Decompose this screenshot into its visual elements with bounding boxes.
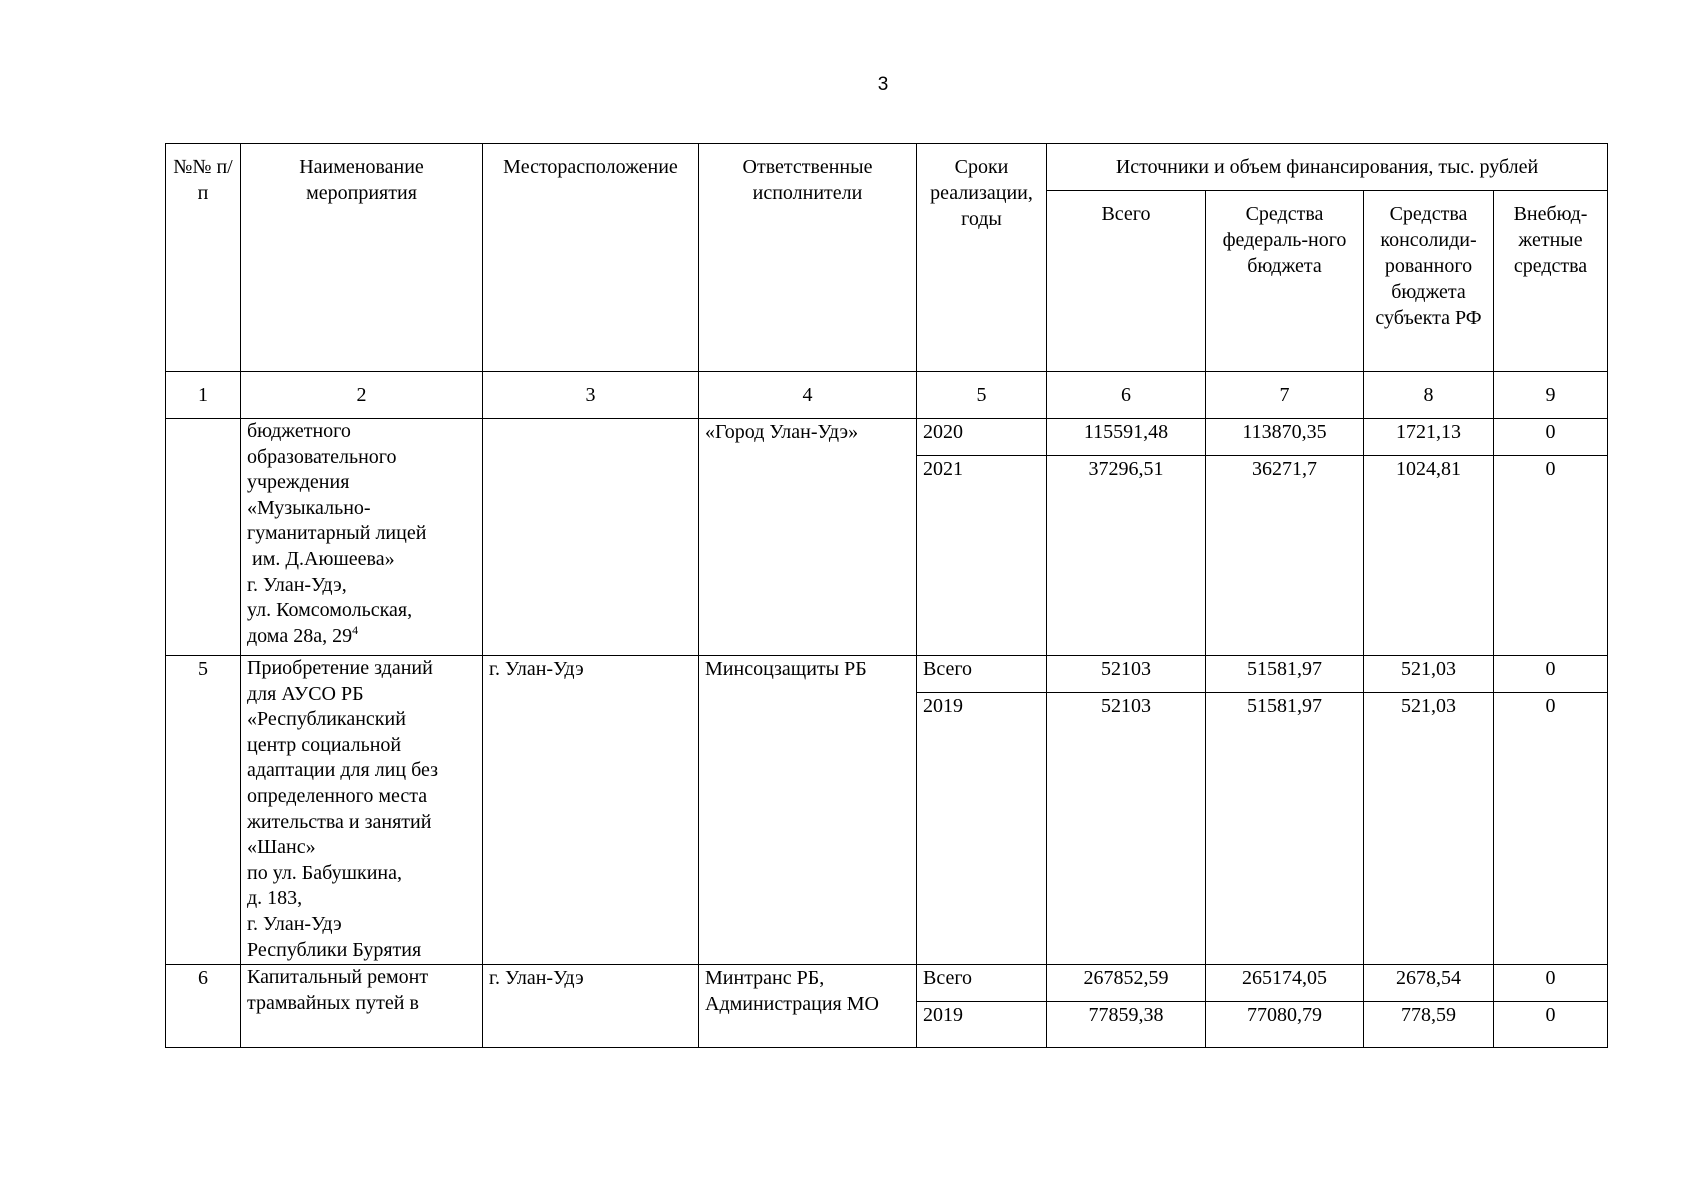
location [483, 419, 699, 656]
event-name-line: Республики Бурятия [247, 938, 422, 961]
column-number: 7 [1206, 372, 1364, 419]
event-name-line: «Музыкально- [247, 496, 371, 519]
amount-consolidated: 1024,81 [1364, 456, 1494, 656]
event-name-line: дома 28а, 29 [247, 624, 353, 647]
header-federal: Средства федераль-ного бюджета [1206, 191, 1364, 372]
header-total: Всего [1047, 191, 1206, 372]
column-number: 2 [241, 372, 483, 419]
event-name-line: адаптации для лиц без [247, 759, 439, 782]
row-number [166, 419, 241, 656]
amount-consolidated: 778,59 [1364, 1002, 1494, 1048]
amount-extrabudget: 0 [1494, 693, 1608, 965]
amount-consolidated: 1721,13 [1364, 419, 1494, 456]
table-row [166, 419, 1608, 456]
event-name-line: центр социальной [247, 733, 402, 756]
header-consolidated: Средства консолиди-рованного бюджета субъекта РФ [1364, 191, 1494, 372]
amount-total: 115591,48 [1047, 419, 1206, 456]
row-number: 6 [166, 965, 241, 1048]
event-name-line: Капитальный ремонт [247, 966, 429, 988]
column-numbers-row [166, 372, 1608, 419]
event-name-line: им. Д.Аюшеева» [247, 547, 395, 570]
period-year: 2020 [917, 419, 1047, 456]
column-number: 3 [483, 372, 699, 419]
period-year: Всего [917, 656, 1047, 693]
amount-federal: 77080,79 [1206, 1002, 1364, 1048]
header-extrabudget: Внебюд-жетные средства [1494, 191, 1608, 372]
event-name-line: определенного места [247, 784, 428, 807]
event-name-line: для АУСО РБ [247, 682, 364, 705]
event-name-line: по ул. Бабушкина, [247, 861, 402, 884]
table-row [166, 965, 1608, 1002]
amount-total: 37296,51 [1047, 456, 1206, 656]
header-responsible: Ответственные исполнители [699, 144, 917, 372]
event-name-line: г. Улан-Удэ, [247, 573, 347, 596]
event-name-line: г. Улан-Удэ [247, 912, 342, 935]
header-funding-group: Источники и объем финансирования, тыс. рублей [1047, 144, 1608, 191]
responsible: «Город Улан-Удэ» [699, 419, 917, 656]
amount-extrabudget: 0 [1494, 419, 1608, 456]
event-name-line: образовательного [247, 445, 397, 468]
amount-federal: 113870,35 [1206, 419, 1364, 456]
funding-table [165, 143, 1608, 1048]
table-row [166, 656, 1608, 693]
column-number: 6 [1047, 372, 1206, 419]
event-name-line: «Республиканский [247, 708, 406, 731]
location: г. Улан-Удэ [483, 656, 699, 965]
amount-extrabudget: 0 [1494, 1002, 1608, 1048]
event-name [241, 965, 483, 1048]
column-number: 5 [917, 372, 1047, 419]
period-year: Всего [917, 965, 1047, 1002]
event-name-line: учреждения [247, 471, 350, 494]
event-name-line: жительства и занятий [247, 810, 432, 833]
amount-consolidated: 521,03 [1364, 656, 1494, 693]
column-number: 1 [166, 372, 241, 419]
amount-federal: 36271,7 [1206, 456, 1364, 656]
period-year: 2019 [917, 693, 1047, 965]
responsible: Минтранс РБ, Администрация МО [699, 965, 917, 1048]
event-name [241, 656, 483, 965]
column-number: 8 [1364, 372, 1494, 419]
amount-federal: 51581,97 [1206, 656, 1364, 693]
period-year: 2019 [917, 1002, 1047, 1048]
column-number: 9 [1494, 372, 1608, 419]
responsible: Минсоцзащиты РБ [699, 656, 917, 965]
row-number: 5 [166, 656, 241, 965]
header-location: Месторасположение [483, 144, 699, 372]
amount-extrabudget: 0 [1494, 965, 1608, 1002]
column-number: 4 [699, 372, 917, 419]
event-name-line: ул. Комсомольская, [247, 599, 413, 622]
amount-extrabudget: 0 [1494, 656, 1608, 693]
amount-total: 77859,38 [1047, 1002, 1206, 1048]
amount-federal: 265174,05 [1206, 965, 1364, 1002]
location: г. Улан-Удэ [483, 965, 699, 1048]
period-year: 2021 [917, 456, 1047, 656]
event-name-line: д. 183, [247, 887, 303, 910]
header-name: Наименование мероприятия [241, 144, 483, 372]
event-name-line: Приобретение зданий [247, 657, 433, 679]
amount-total: 267852,59 [1047, 965, 1206, 1002]
amount-total: 52103 [1047, 693, 1206, 965]
event-name-line: бюджетного [247, 420, 351, 442]
footnote-marker: 4 [352, 622, 359, 637]
amount-consolidated: 2678,54 [1364, 965, 1494, 1002]
header-terms: Сроки реализации, годы [917, 144, 1047, 372]
page-number: 3 [877, 74, 889, 95]
event-name-line: «Шанс» [247, 836, 316, 859]
amount-federal: 51581,97 [1206, 693, 1364, 965]
event-name [241, 419, 483, 656]
header-num: №№ п/п [166, 144, 241, 372]
amount-total: 52103 [1047, 656, 1206, 693]
event-name-line: гуманитарный лицей [247, 522, 427, 545]
amount-extrabudget: 0 [1494, 456, 1608, 656]
event-name-line: трамвайных путей в [247, 991, 419, 1014]
amount-consolidated: 521,03 [1364, 693, 1494, 965]
